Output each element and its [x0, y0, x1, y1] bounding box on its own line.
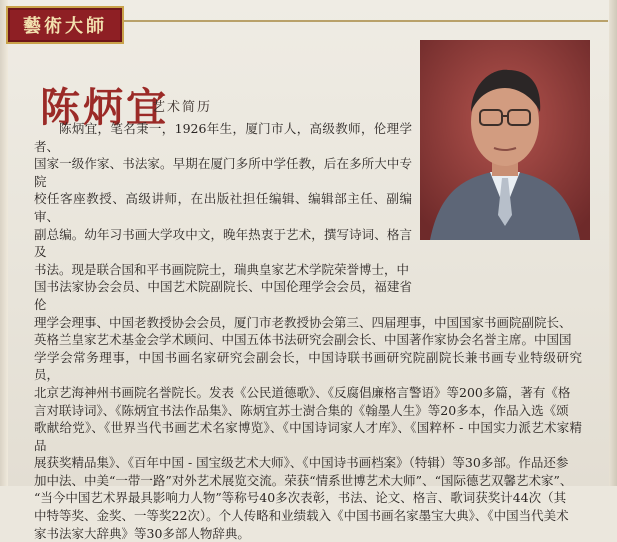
- biography-full-block: [34, 278, 582, 542]
- bio-line: 陈炳宜，笔名秉一，1926年生，厦门市人，高级教师，伦理学者、: [34, 121, 412, 154]
- page-edge-left: [0, 0, 8, 486]
- bio-line: 北京艺海神州书画院名誉院长。发表《公民道德歌》、《反腐倡廉格言警语》等200多篇，著有《格: [34, 384, 571, 400]
- bio-line: 言对联诗词》、《陈炳宜书法作品集》、陈炳宜苏士澍合集的《翰墨人生》等20多本，作品入选《颂: [34, 402, 569, 418]
- bio-line: 国家一级作家、书法家。早期在厦门多所中学任教，后在多所大中专院: [34, 156, 412, 189]
- bio-line: 国书法家协会会员、中国艺术院副院长、中国伦理学会会员，福建省伦: [34, 279, 412, 312]
- bio-line: “当今中国艺术界最具影响力人物”等称号40多次表彰，书法、论文、格言、歌词获奖计44次（其: [34, 490, 567, 506]
- bio-line: 理学会理事、中国老教授协会会员，厦门市老教授协会第三、四届理事，中国国家书画院副院长、: [34, 314, 572, 330]
- page-edge-right: [609, 0, 617, 486]
- artist-name: 陈炳宜: [40, 84, 169, 131]
- bio-line: 学学会常务理事，中国书画名家研究会副会长，中国诗联书画研究院副院长兼书画专业特级研究员，: [34, 349, 582, 383]
- bio-line: 书法。现是联合国和平书画院院士，瑞典皇家艺术学院荣誉博士，中: [34, 261, 410, 277]
- biography-text: [34, 120, 582, 542]
- bio-line: 歌献给党》、《世界当代书画艺术名家博览》、《中国诗词家人才库》、《国粹杯 - 中国实力派艺术家精品: [34, 420, 582, 453]
- bio-line: 副总编。幼年习书画大学攻中文，晚年热衷于艺术，撰写诗词、格言及: [34, 226, 412, 260]
- header-rule: [124, 20, 608, 22]
- bio-line: 校任客座教授、高级讲师，在出版社担任编辑、编辑部主任、副编审、: [34, 191, 412, 224]
- bio-line: 中特等奖、金奖、一等奖22次）。个人传略和业绩载入《中国书画名家墨宝大典》、《中国当代美术: [34, 508, 569, 524]
- bio-line: 加中法、中美“一带一路”对外艺术展览交流。荣获“情系世博艺术大师”、“国际德艺双馨艺术家”、: [34, 472, 573, 488]
- bio-line: 家书法家大辞典》等30多部人物辞典。: [34, 525, 250, 541]
- bio-line: 展获奖精品集》、《百年中国 - 国宝级艺术大师》、《中国诗书画档案》（特辑）等30多部。作品还参: [34, 455, 569, 471]
- banner-label: 藝術大師: [23, 16, 107, 37]
- biography-narrow-block: [34, 120, 412, 278]
- section-banner: [6, 6, 124, 44]
- bio-line: 英格兰皇家艺术基金会学术顾问、中国五体书法研究会副会长、中国著作家协会名誉主席。中国国: [34, 332, 572, 348]
- section-subtitle: 艺术简历: [152, 100, 213, 115]
